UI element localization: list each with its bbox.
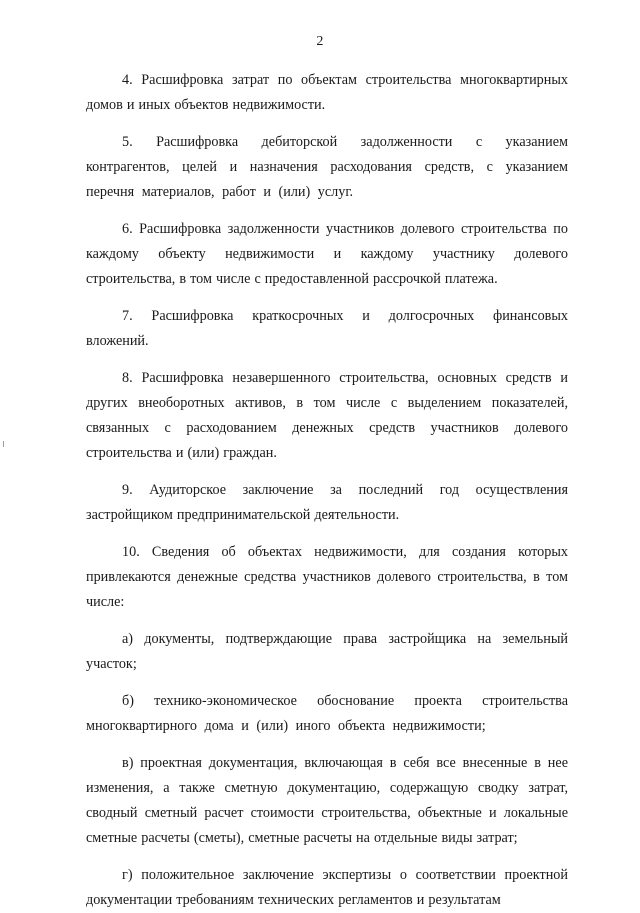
paragraph-5: 5. Расшифровка дебиторской задолженности с указанием контрагентов, целей и назначения расходования средств, с указанием перечня материалов, работ и (или) услуг. [86, 134, 568, 200]
page-number: 2 [316, 34, 324, 49]
paragraph-7: 7. Расшифровка краткосрочных и долгосрочных финансовых вложений. [86, 308, 568, 349]
paragraph-10g: г) положительное заключение экспертизы о соответствии проектной документации требованиям технических регламентов и результатам [86, 867, 568, 908]
paragraph-9: 9. Аудиторское заключение за последний год осуществления застройщиком предпринимательской деятельности. [86, 482, 568, 523]
paragraph-10a: а) документы, подтверждающие права застройщика на земельный участок; [86, 631, 568, 672]
paragraph-8: 8. Расшифровка незавершенного строительства, основных средств и других внеоборотных активов, в том числе с выделением показателей, связанных с расходованием денежных средств участников долевого строительства и (или) граждан. [86, 370, 568, 461]
paragraph-6: 6. Расшифровка задолженности участников долевого строительства по каждому объекту недвижимости и каждому участнику долевого строительства, в том числе с предоставленной рассрочкой платежа. [86, 221, 568, 287]
document-body [86, 68, 568, 913]
scan-edge-mark [3, 441, 4, 447]
paragraph-10b: б) технико-экономическое обоснование проекта строительства многоквартирного дома и (или) иного объекта недвижимости; [86, 693, 568, 734]
paragraph-10: 10. Сведения об объектах недвижимости, для создания которых привлекаются денежные средства участников долевого строительства, в том числе: [86, 544, 568, 610]
paragraph-4: 4. Расшифровка затрат по объектам строительства многоквартирных домов и иных объектов недвижимости. [86, 72, 568, 113]
paragraph-10v: в) проектная документация, включающая в себя все внесенные в нее изменения, а также сметную документацию, содержащую сводку затрат, сводный сметный расчет стоимости строительства, объектные и локальные сметные расчеты (сметы), сметные расчеты на отдельные виды затрат; [86, 755, 568, 846]
